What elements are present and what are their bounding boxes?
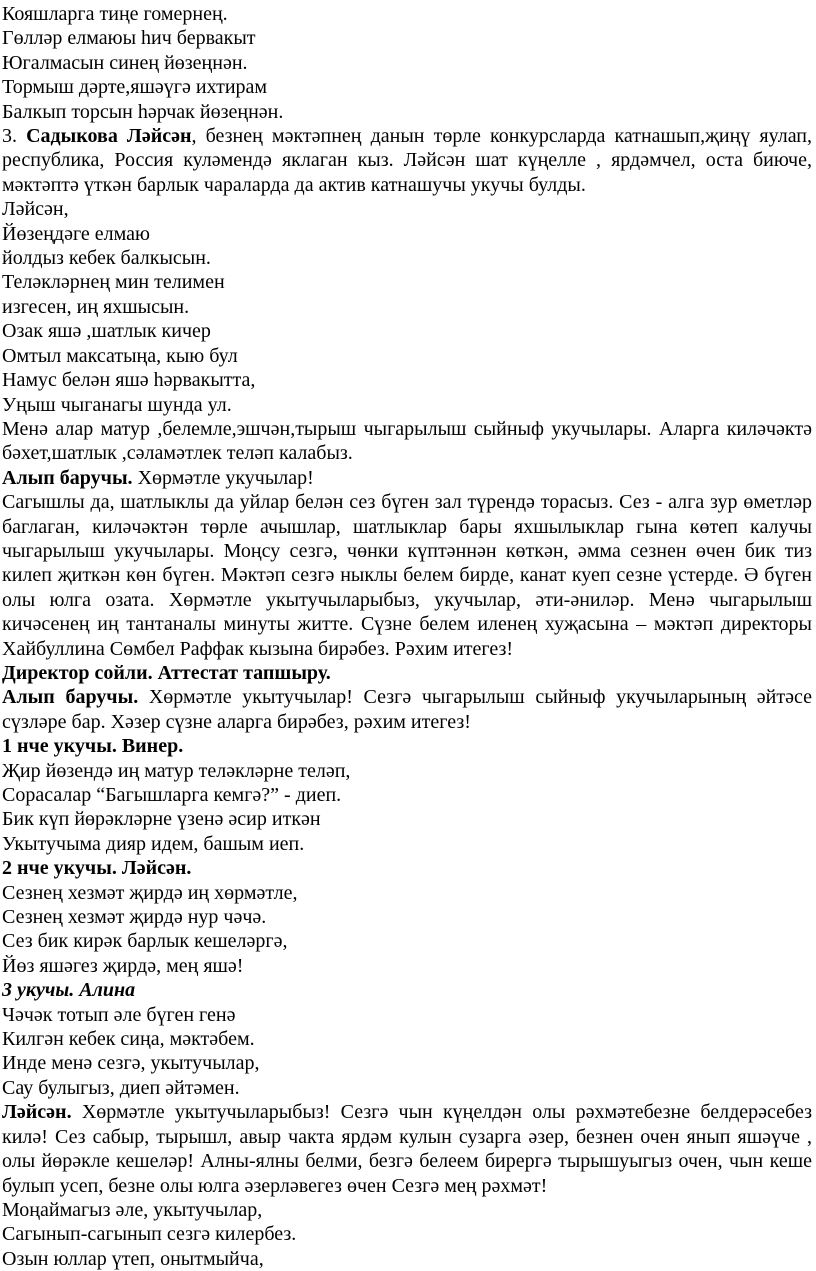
host-speech-paragraph: Сагышлы да, шатлыклы да уйлар белән сез бүген зал түрендә торасыз. Сез - алга зур өметләр баглаган, киләчәктән төрле ачышлар, шатлыклар бары яхшылыклар гына көтеп калучы чыгарылыш укучылары. Моңсу сезгә, чөнки күптәннән көткән, әмма сезнен өчен бик тиз килеп җиткән көн бүген. Мәктәп сезгә ныклы белем бирде, канат куеп сезне үстерде. Ә бүген олы юлга озата. Хөрмәтле укытучыларыбыз, укучылар, әти-әниләр. Менә чыгарылыш кичәсенең иң тантаналы минуты житте. Сүзне белем иленең хуҗасына – мәктәп директоры Хайбуллина Сөмбел Раффак кызына бирәбез. Рәхим итегез! <box>2 491 812 660</box>
poem-line: Сау булыгыз, диеп әйтәмен. <box>2 1076 240 1099</box>
poem-line: Сагынып-сагынып сезгә килербез. <box>2 1223 297 1246</box>
speaker-text: Хөрмәтле укытучыларыбыз! Сезгә чын күңелдән олы рәхмәтебезне белдерәсебез килә! Сез сабыр, тырышл, авыр чакта ярдәм кулын сузарга әзер, безнен очен янып яшәүче , олы йөрәкле кешеләр! Алны-ялны белми, безгә белеем бирергә тырышуыгыз очен, чын кеше булып усеп, безне олы юлга әзерләвегез өчен Сезгә мең рәхмәт! <box>2 1101 812 1197</box>
poem-line: Уңыш чыганагы шунда ул. <box>2 393 232 416</box>
poem-line: Озак яшә ,шатлык кичер <box>2 320 211 343</box>
speaker-label: Алып баручы. <box>2 466 133 489</box>
poem-line: Ләйсән, <box>2 198 69 221</box>
description-text: , безнең мәктәпнең данын төрле конкурсларда катнашып,җиңү яулап, республика, Россия куләмендә яклаган кыз. Ләйсән шат күңелле , ярдәмчел, оста биюче, мәктәптә үткән барлык чараларда да актив катнашучы укучы булды. <box>2 125 813 196</box>
poem-line: Намус белән яшә һәрвакытта, <box>2 369 256 392</box>
student-description-paragraph <box>2 124 812 197</box>
poem-first <box>2 2 812 124</box>
poem-line: Теләкләрнең мин телимен <box>2 271 225 294</box>
student-heading: 3 укучы. Алина <box>2 979 136 1002</box>
poem-line: Гөлләр елмаюы һич бервакыт <box>2 27 256 50</box>
host-speech-heading <box>2 466 812 490</box>
student-heading: 2 нче укучы. Ләйсән. <box>2 857 192 880</box>
poem-final <box>2 1198 812 1271</box>
poem-line: Йөз яшәгез җирдә, мең яшә! <box>2 954 244 977</box>
director-heading: Директор сойли. Аттестат тапшыру. <box>2 661 331 684</box>
student-heading: 1 нче укучы. Винер. <box>2 735 184 758</box>
speaker-text: Хөрмәтле укучылар! <box>132 466 314 489</box>
poem-line: Йөзеңдәге елмаю <box>2 222 150 245</box>
poem-line: изгесен, иң яхшысын. <box>2 295 190 318</box>
speaker-label: Ләйсән. <box>2 1101 72 1124</box>
poem-line: Сез бик кирәк барлык кешеләргә, <box>2 930 288 953</box>
student-name: Садыкова Ләйсән <box>26 125 192 148</box>
poem-line: Югалмасын синең йөзеңнән. <box>2 51 248 74</box>
poem-second <box>2 197 812 417</box>
poem-line: йолдыз кебек балкысын. <box>2 247 211 270</box>
poem-line: Килгән кебек сиңа, мәктәбем. <box>2 1028 255 1051</box>
poem-line: Инде менә сезгә, укытучылар, <box>2 1052 260 1075</box>
laysan-speech-paragraph <box>2 1100 812 1198</box>
poem-line: Сезнең хезмәт җирдә нур чәчә. <box>2 906 267 929</box>
poem-line: Укытучыма дияр идем, башым иеп. <box>2 832 305 855</box>
poem-line: Чәчәк тотып әле бүген генә <box>2 1003 236 1026</box>
poem-line: Тормыш дәрте,яшәүгә ихтирам <box>2 76 268 99</box>
host-speech-second <box>2 685 812 734</box>
poem-line: Бик күп йөрәкләрне үзенә әсир иткән <box>2 808 321 831</box>
speaker-text: Хөрмәтле укытучылар! Сезгә чыгарылыш сыйныф укучыларының әйтәсе сүзләре бар. Хәзер сүзне аларга бирәбез, рәхим итегез! <box>2 686 812 733</box>
wish-paragraph: Менә алар матур ,белемле,эшчән,тырыш чыгарылыш сыйныф укучылары. Аларга киләчәктә бәхет,шатлык ,сәламәтлек теләп калабыз. <box>2 417 812 465</box>
poem-line: Сорасалар “Багышларга кемгә?” - диеп. <box>2 784 342 806</box>
poem-line: Җир йөзендә иң матур теләкләрне теләп, <box>2 759 351 782</box>
poem-line: Моңаймагыз әле, укытучылар, <box>2 1198 263 1221</box>
poem-line: Озын юллар үтеп, онытмыйча, <box>2 1247 264 1270</box>
poem-line: Кояшларга тиңе гомернең. <box>2 3 228 25</box>
poem-line: Сезнең хезмәт җирдә иң хөрмәтле, <box>2 881 298 904</box>
poem-line: Омтыл максатыңа, кыю бул <box>2 344 238 367</box>
speaker-label: Алып баручы. <box>2 686 139 709</box>
poem-line: Балкып торсын һәрчак йөзеңнән. <box>2 100 284 123</box>
item-number: 3. <box>2 125 27 148</box>
